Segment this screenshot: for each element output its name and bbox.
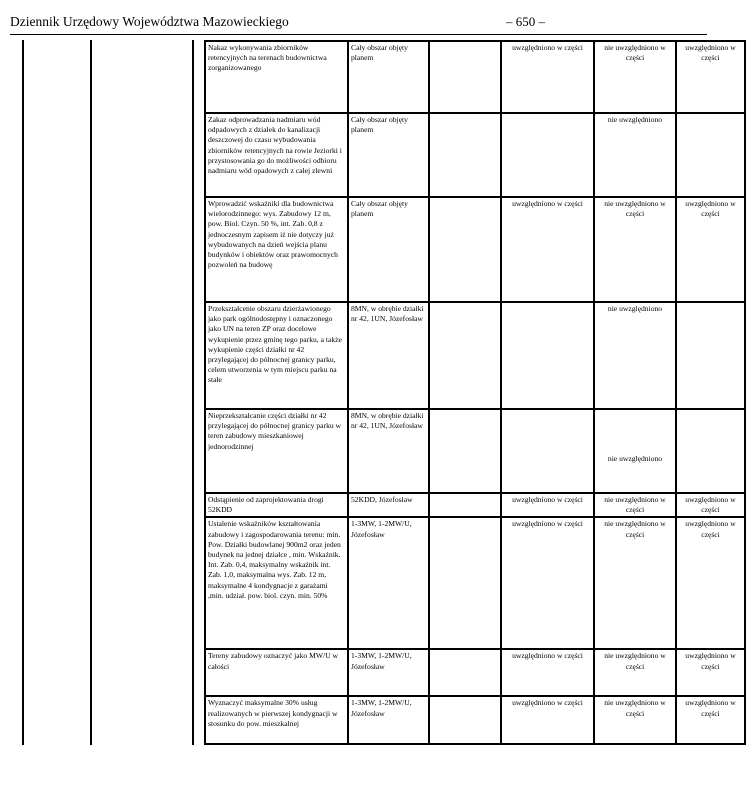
status-cell-b [594, 649, 676, 696]
remark-area: 1-3MW, 1-2MW/U, Józefosław [348, 649, 429, 696]
empty-cell [429, 696, 501, 744]
remark-description: Nakaz wykonywania zbiorników retencyjnych na terenach budownictwa zorganizowanego [205, 41, 348, 113]
empty-cell [429, 493, 501, 517]
empty-cell [429, 649, 501, 696]
remark-area: 52KDD, Józefosław [348, 493, 429, 517]
status-cell-a [501, 409, 594, 493]
remark-area: Cały obszar objęty planem [348, 41, 429, 113]
status-text: nie uwzględniono w części [604, 651, 666, 671]
status-cell-a [501, 41, 594, 113]
empty-cell [429, 41, 501, 113]
margin-rule-1 [22, 40, 24, 745]
status-text: uwzględniono w części [685, 651, 736, 671]
status-text: uwzględniono w części [512, 43, 583, 52]
status-text: nie uwzględniono w części [604, 43, 666, 63]
empty-cell [429, 302, 501, 409]
status-text: uwzględniono w części [685, 495, 736, 515]
remark-area: Cały obszar objęty planem [348, 197, 429, 302]
status-text: uwzględniono w części [512, 698, 583, 708]
remark-area: Cały obszar objęty planem [348, 113, 429, 197]
margin-rule-3 [192, 40, 194, 745]
status-text: uwzględniono w części [512, 519, 583, 529]
status-cell-a [501, 517, 594, 649]
status-cell-c [676, 41, 745, 113]
status-text: uwzględniono w części [512, 199, 583, 208]
status-cell-c [676, 517, 745, 649]
status-text: uwzględniono w części [512, 495, 583, 504]
table-row [205, 649, 745, 696]
status-text: nie uwzględniono w części [604, 698, 666, 718]
header-rule [10, 34, 707, 35]
status-text: nie uwzględniono w części [604, 519, 666, 539]
status-cell-a [501, 649, 594, 696]
status-cell-a [501, 113, 594, 197]
status-text: nie uwzględniono w części [604, 199, 666, 219]
table-row [205, 113, 745, 197]
status-cell-a [501, 302, 594, 409]
status-cell-b [594, 197, 676, 302]
page-header [10, 14, 707, 34]
empty-cell [429, 113, 501, 197]
margin-rule-2 [90, 40, 92, 745]
status-text: uwzględniono w części [685, 199, 736, 219]
remark-description: Zakaz odprowadzania nadmiaru wód odpadowych z działek do kanalizacji deszczowej do czasu wybudowania zbiorników retencyjnych na rowie Jeziorki i przystosowania go do możliwości odbioru nadmiaru wód opadowych z całej zlewni [205, 113, 348, 197]
status-cell-b [594, 409, 676, 493]
remark-description: Nieprzekształcanie części działki nr 42 przylegającej do północnej granicy parku w teren zabudowy mieszkaniowej jednorodzinnej [205, 409, 348, 493]
status-text: nie uwzględniono [607, 304, 663, 313]
table-row [205, 517, 745, 649]
status-text: uwzględniono w części [512, 651, 583, 661]
status-cell-b [594, 113, 676, 197]
status-cell-a [501, 197, 594, 302]
remark-description: Wyznaczyć maksymalne 30% usług realizowanych w pierwszej kondygnacji w stosunku do pow. mieszkalnej [205, 696, 348, 744]
status-cell-a [501, 696, 594, 744]
remark-description: Tereny zabudowy oznaczyć jako MW/U w całości [205, 649, 348, 696]
empty-cell [429, 409, 501, 493]
status-cell-c [676, 302, 745, 409]
status-text: uwzględniono w części [685, 519, 736, 539]
status-text: uwzględniono w części [685, 698, 736, 718]
status-cell-c [676, 649, 745, 696]
status-cell-b [594, 41, 676, 113]
status-text: uwzględniono w części [685, 43, 736, 63]
remark-area: 1-3MW, 1-2MW/U, Józefosław [348, 696, 429, 744]
status-text: nie uwzględniono w części [604, 495, 666, 515]
remark-description: Przekształcenie obszaru dzierżawionego jako park ogólnodostępny i oznaczonego jako UN na teren ZP oraz docelowe wykupienie przez gminę tego parku, a także wykupienie części działki nr 42 przylegającej do północnej granicy parku, celem utworzenia w tym miejscu parku na stałe [205, 302, 348, 409]
status-cell-b [594, 696, 676, 744]
status-cell-b [594, 517, 676, 649]
status-cell-b [594, 302, 676, 409]
remark-area: 8MN, w obrębie działki nr 42, 1UN, Józefosław [348, 409, 429, 493]
status-cell-c [676, 409, 745, 493]
empty-cell [429, 517, 501, 649]
table-row [205, 302, 745, 409]
remarks-table [204, 40, 746, 745]
status-cell-c [676, 493, 745, 517]
status-cell-c [676, 197, 745, 302]
status-text: nie uwzględniono [607, 115, 663, 124]
remark-description: Odstąpienie od zaprojektowania drogi 52KDD [205, 493, 348, 517]
journal-title: Dziennik Urzędowy Województwa Mazowieckiego [10, 14, 289, 29]
page-number: – 650 – [506, 14, 545, 29]
remark-description: Ustalenie wskaźników kształtowania zabudowy i zagospodarowania terenu: min. Pow. Działki budowlanej 900m2 oraz jeden budynek na jednej działce , min. Wskaźnik. Int. Zab. 0,4, maksymalny wskaźnik int. Zab. 1,0, maksymalna wys. Zab. 12 m, maksymalne 4 kondygnacje z garażami ,min. udział. pow. biol. czyn. min. 50% [205, 517, 348, 649]
status-cell-b [594, 493, 676, 517]
table-row [205, 197, 745, 302]
status-cell-c [676, 696, 745, 744]
table-row [205, 409, 745, 493]
status-cell-c [676, 113, 745, 197]
empty-cell [429, 197, 501, 302]
status-text: nie uwzględniono [607, 453, 663, 463]
remark-area: 1-3MW, 1-2MW/U, Józefosław [348, 517, 429, 649]
table-row [205, 41, 745, 113]
table-row [205, 493, 745, 517]
table-row [205, 696, 745, 744]
status-cell-a [501, 493, 594, 517]
remark-description: Wprowadzić wskaźniki dla budownictwa wielorodzinnego: wys. Zabudowy 12 m, pow. Biol. Czyn. 50 %, int. Zab. 0,8 z jednoczesnym zapisem iż nie dotyczy już wybudowanych na dzień wejścia planu budynków i obiektów oraz prawomocnych pozwoleń na budowę [205, 197, 348, 302]
remark-area: 8MN, w obrębie działki nr 42, 1UN, Józefosław [348, 302, 429, 409]
